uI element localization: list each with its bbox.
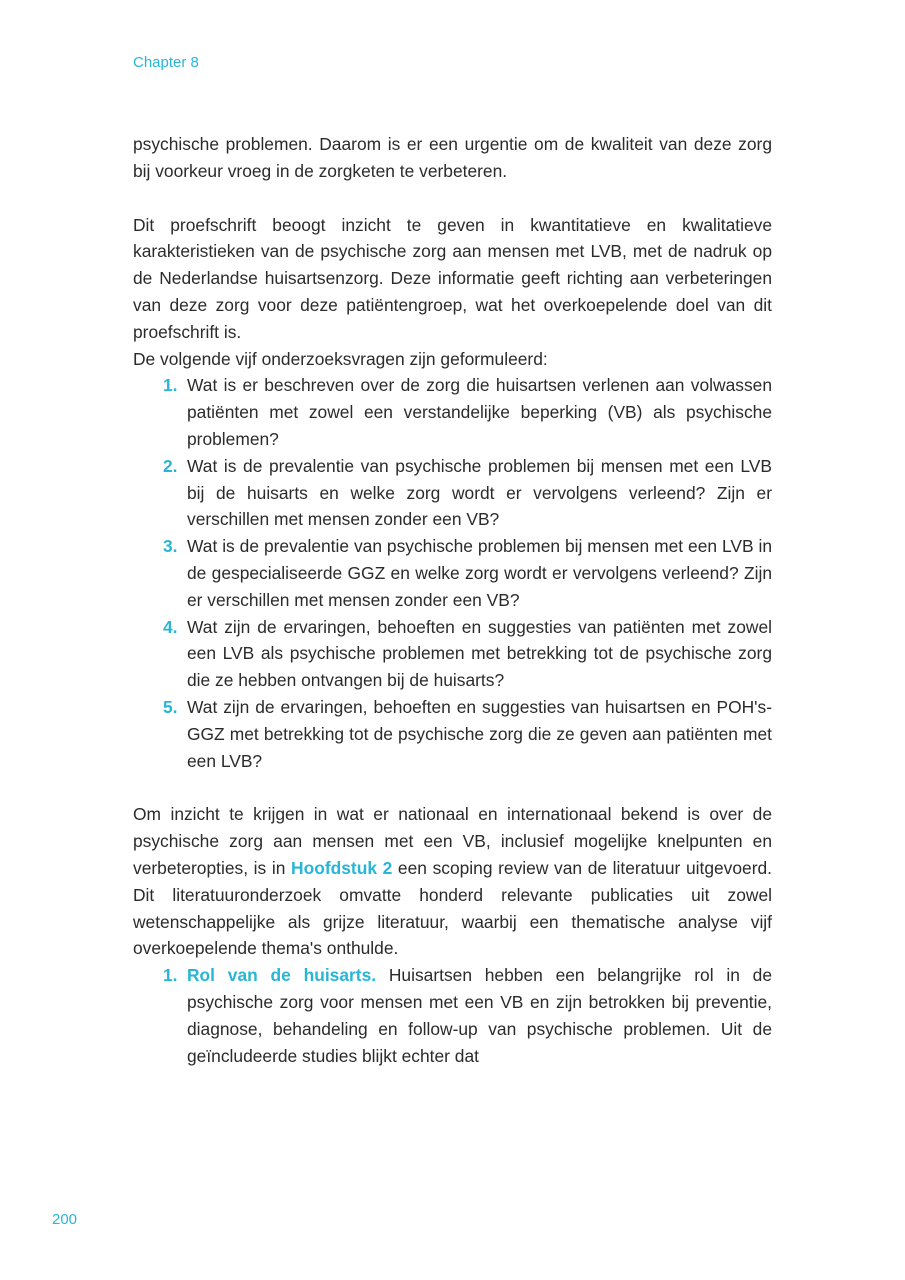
list-item — [163, 694, 772, 774]
list-number: 1. — [163, 375, 178, 396]
list-item — [163, 962, 772, 1069]
paragraph-aim: Dit proefschrift beoogt inzicht te geven in kwantitatieve en kwalitatieve karakteristieken van de psychische zorg aan mensen met LVB, met de nadruk op de Nederlandse huisartsenzorg. Deze informatie geeft richting aan verbeteringen van deze zorg voor deze patiëntengroep, wat het overkoepelende doel van dit proefschrift is. — [133, 214, 772, 342]
list-item-text: Wat is er beschreven over de zorg die huisartsen verlenen aan volwassen patiënten met zowel een verstandelijke beperking (VB) als psychische problemen? — [187, 375, 772, 449]
paragraph-scoping-review — [133, 801, 772, 962]
paragraph-text: een scoping review van de literatuur uitgevoerd. Dit literatuuronderzoek omvatte honderd relevante publicaties uit zowel wetenschappelijke als grijze literatuur, waarbij een thematische analyse vijf overkoepelende thema's onthulde. — [133, 857, 772, 959]
list-item — [163, 533, 772, 613]
list-number: 1. — [163, 965, 178, 986]
list-number: 3. — [163, 536, 178, 557]
list-item — [163, 453, 772, 533]
chapter-reference: Hoofdstuk 2 — [291, 857, 393, 878]
list-item-text: Wat zijn de ervaringen, behoeften en suggesties van huisartsen en POH's-GGZ met betrekking tot de psychische zorg die ze geven aan patiënten met een LVB? — [187, 696, 772, 771]
list-item-text: Huisartsen hebben een belangrijke rol in de psychische zorg voor mensen met een VB en zijn betrokken bij preventie, diagnose, behandeling en follow-up van psychische problemen. Uit de geïncludeerde studies blijkt echter dat — [187, 965, 772, 1066]
list-number: 5. — [163, 696, 178, 717]
list-number: 4. — [163, 616, 178, 637]
list-item — [163, 614, 772, 694]
list-item-text: Wat is de prevalentie van psychische problemen bij mensen met een LVB in de gespecialiseerde GGZ en welke zorg wordt er vervolgens verleend? Zijn er verschillen met mensen zonder een VB? — [187, 536, 772, 610]
running-head-chapter: Chapter 8 — [133, 54, 199, 71]
page-body — [133, 131, 772, 1069]
list-item-text: Wat zijn de ervaringen, behoeften en suggesties van patiënten met zowel een LVB als psychische problemen met betrekking tot de psychische zorg die ze hebben ontvangen bij de huisarts? — [187, 616, 772, 691]
list-number: 2. — [163, 455, 178, 476]
themes-list — [133, 962, 772, 1069]
paragraph-text: Om inzicht te krijgen in wat er nationaal en internationaal bekend is over de psychische zorg aan mensen met een VB, inclusief mogelijke knelpunten en verbeteropties, is in — [133, 804, 772, 878]
research-questions-list — [133, 372, 772, 774]
list-item-text: Wat is de prevalentie van psychische problemen bij mensen met een LVB bij de huisarts en welke zorg wordt er vervolgens verleend? Zijn er verschillen met mensen zonder een VB? — [187, 455, 772, 530]
list-item — [163, 372, 772, 452]
theme-title: Rol van de huisarts. — [187, 965, 377, 986]
paragraph-questions-intro: De volgende vijf onderzoeksvragen zijn geformuleerd: — [133, 348, 548, 369]
paragraph-intro: psychische problemen. Daarom is er een urgentie om de kwaliteit van deze zorg bij voorkeur vroeg in de zorgketen te verbeteren. — [133, 134, 772, 181]
page-number: 200 — [52, 1211, 78, 1228]
